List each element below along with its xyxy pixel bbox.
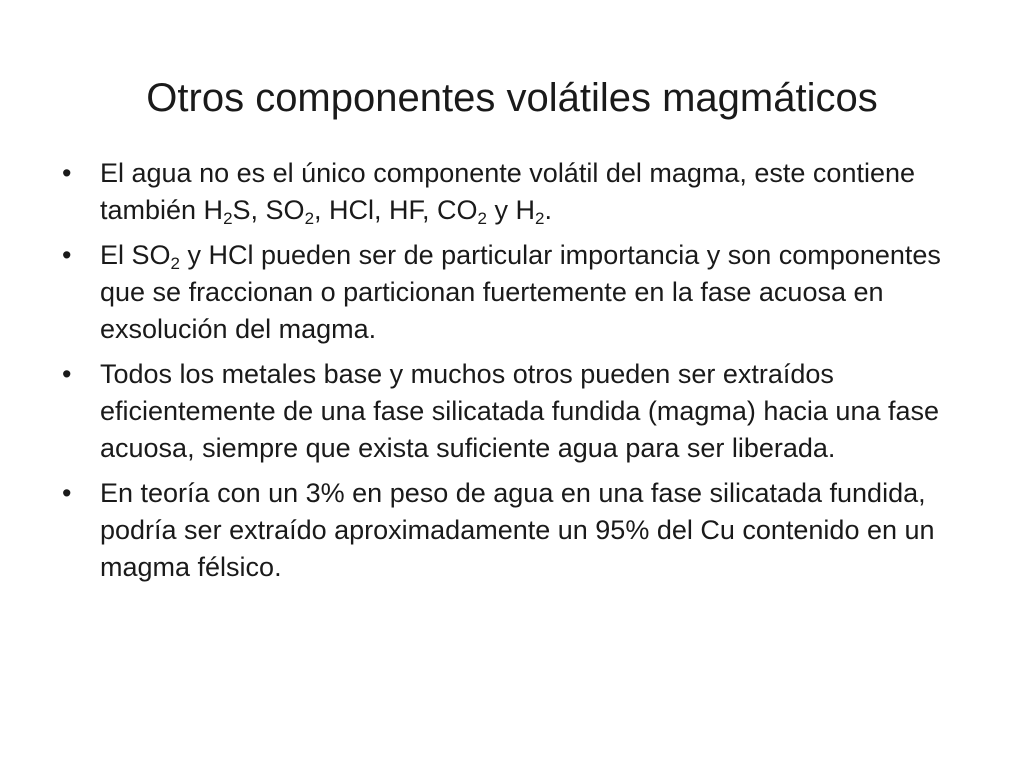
subscript: 2: [223, 209, 233, 228]
subscript: 2: [477, 209, 488, 228]
subscript: 2: [170, 254, 180, 273]
text-run: S, SO: [232, 195, 305, 225]
slide-title: Otros componentes volátiles magmáticos: [146, 76, 878, 120]
text-run: El agua no es el único componente volátil del magma, este contiene también H: [100, 158, 916, 225]
bullet-marker: •: [62, 359, 72, 389]
bullet-marker: •: [62, 478, 72, 508]
bullet-text: [100, 240, 941, 344]
text-run: y H: [487, 195, 536, 225]
text-run: .: [544, 195, 553, 225]
bullet-item: [58, 237, 978, 348]
text-run: , HCl, HF, CO: [314, 195, 478, 225]
subscript: 2: [535, 209, 545, 228]
text-run: El SO: [100, 240, 171, 270]
bullet-text: [100, 158, 916, 228]
text-run: Todos los metales base y muchos otros pueden ser extraídos eficientemente de una fase silicatada fundida (magma) hacia una fase acuosa, siempre que exista suficiente agua para ser liberada.: [100, 359, 940, 463]
bullet-text: [100, 359, 939, 463]
bullet-item: [58, 356, 978, 467]
bullet-item: [58, 155, 978, 229]
bullet-marker: •: [62, 158, 72, 188]
bullet-list: [58, 155, 978, 594]
bullet-marker: •: [62, 240, 72, 270]
text-run: En teoría con un 3% en peso de agua en una fase silicatada fundida, podría ser extraído aproximadamente un 95% del Cu contenido en un magma félsico.: [100, 478, 935, 582]
text-run: y HCl pueden ser de particular importancia y son componentes que se fraccionan o particionan fuertemente en la fase acuosa en exsolución del magma.: [100, 240, 941, 344]
subscript: 2: [304, 209, 315, 228]
bullet-item: [58, 475, 978, 586]
bullet-text: [100, 478, 935, 582]
